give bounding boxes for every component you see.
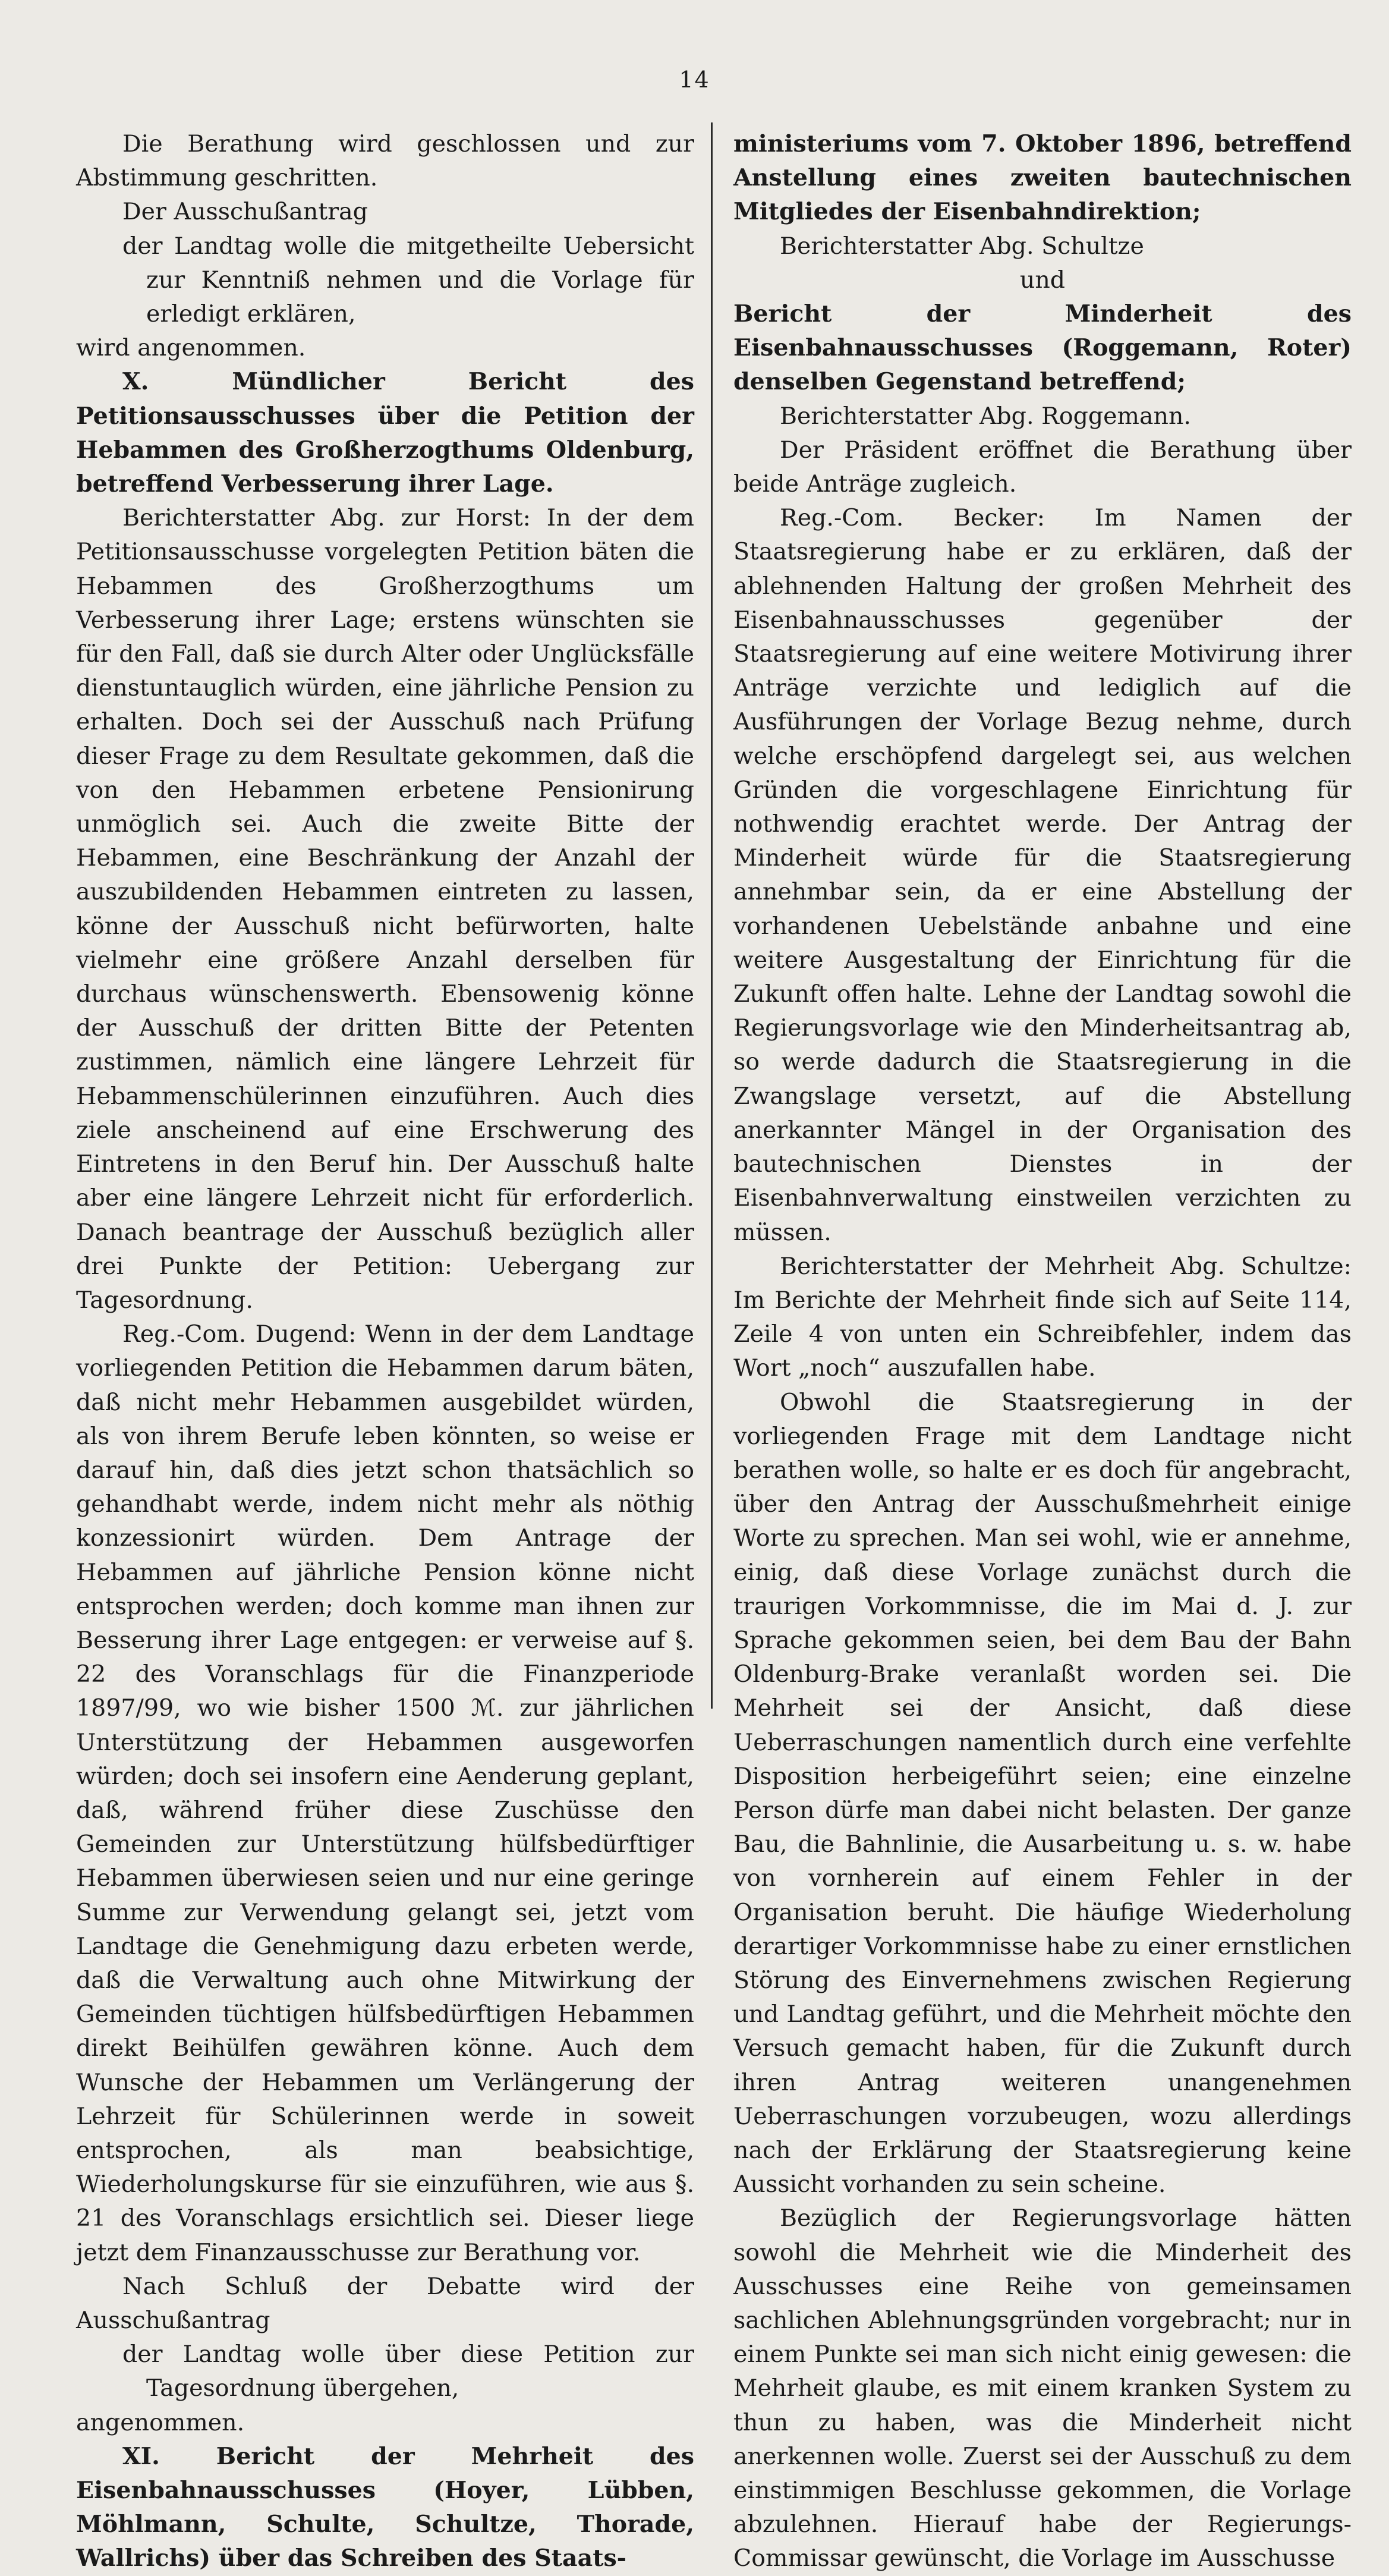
paragraph: Berichterstatter Abg. Roggemann. (780, 402, 1191, 430)
section-heading-xi: XI. Bericht der Mehrheit des Eisenbahnausschusses (Hoyer, Lübben, Möhlmann, Schulte, Schultze, Thorade, Wallrichs) über das Schreiben des Staats- (76, 2442, 694, 2572)
paragraph: Berichterstatter Abg. zur Horst: In der dem Petitionsausschusse vorgelegten Petition bäten die Hebammen des Großherzogthums um Verbesserung ihrer Lage; erstens wünschten sie für den Fall, daß sie durch Alter oder Unglücksfälle dienstuntauglich würden, eine jährliche Pension zu erhalten. Doch sei der Ausschuß nach Prüfung dieser Frage zu dem Resultate gekommen, daß die von den Hebammen erbetene Pensionirung unmöglich sei. Auch die zweite Bitte der Hebammen, eine Beschränkung der Anzahl der auszubildenden Hebammen eintreten zu lassen, könne der Ausschuß nicht befürworten, halte vielmehr eine größere Anzahl derselben für durchaus wünschenswerth. Ebensowenig könne der Ausschuß der dritten Bitte der Petenten zustimmen, nämlich eine längere Lehrzeit für Hebammenschülerinnen einzuführen. Auch dies ziele anscheinend auf eine Erschwerung des Eintretens in den Beruf hin. Der Ausschuß halte aber eine längere Lehrzeit nicht für erforderlich. Danach beantrage der Ausschuß bezüglich aller drei Punkte der Petition: Uebergang zur Tagesordnung. (76, 504, 694, 1314)
paragraph: Berichterstatter der Mehrheit Abg. Schultze: Im Berichte der Mehrheit finde sich auf Seite 114, Zeile 4 von unten ein Schreibfehler, indem das Wort „noch“ auszufallen habe. (733, 1252, 1352, 1382)
section-heading-x: X. Mündlicher Bericht des Petitionsausschusses über die Petition der Hebammen des Großherzogthums Oldenburg, betreffend Verbesserung ihrer Lage. (76, 368, 694, 498)
paragraph: Nach Schluß der Debatte wird der Ausschußantrag (76, 2272, 694, 2334)
paragraph: Reg.-Com. Dugend: Wenn in der dem Landtage vorliegenden Petition die Hebammen darum bäten, daß nicht mehr Hebammen ausgebildet würden, als von ihrem Berufe leben könnten, so weise er darauf hin, daß dies jetzt schon thatsächlich so gehandhabt werde, indem nicht mehr als nöthig konzessionirt würden. Dem Antrage der Hebammen auf jährliche Pension könne nicht entsprochen werden; doch komme man ihnen zur Besserung ihrer Lage entgegen: er verweise auf §. 22 des Voranschlags für die Finanzperiode 1897/99, wo wie bisher 1500 ℳ. zur jährlichen Unterstützung der Hebammen ausgeworfen würden; doch sei insofern eine Aenderung geplant, daß, während früher diese Zuschüsse den Gemeinden zur Unterstützung hülfsbedürftiger Hebammen überwiesen seien und nur eine geringe Summe zur Verwendung gelangt sei, jetzt vom Landtage die Genehmigung dazu erbeten werde, daß die Verwaltung auch ohne Mitwirkung der Gemeinden tüchtigen hülfsbedürftigen Hebammen direkt Beihülfen gewähren könne. Auch dem Wunsche der Hebammen um Verlängerung der Lehrzeit für Schülerinnen werde in soweit entsprochen, als man beabsichtige, Wiederholungskurse für sie einzuführen, wie aus §. 21 des Voranschlags ersichtlich sei. Dieser liege jetzt dem Finanzausschusse zur Berathung vor. (76, 1320, 694, 2266)
paragraph: angenommen. (76, 2408, 245, 2436)
section-heading-minority: Bericht der Minderheit des Eisenbahnausschusses (Roggemann, Roter) denselben Gegenstand betreffend; (733, 300, 1352, 396)
left-column (76, 127, 694, 2576)
paragraph: Berichterstatter Abg. Schultze (780, 232, 1144, 260)
page-number: 14 (679, 67, 710, 93)
paragraph: Die Berathung wird geschlossen und zur Abstimmung geschritten. (76, 130, 694, 192)
paragraph: wird angenommen. (76, 334, 306, 362)
paragraph: Reg.-Com. Becker: Im Namen der Staatsregierung habe er zu erklären, daß der ablehnenden Haltung der großen Mehrheit des Eisenbahnausschusses gegenüber der Staatsregierung auf eine weitere Motivirung ihrer Anträge verzichte und lediglich auf die Ausführungen der Vorlage Bezug nehme, durch welche erschöpfend dargelegt sei, aus welchen Gründen die vorgeschlagene Einrichtung für nothwendig erachtet werde. Der Antrag der Minderheit würde für die Staatsregierung annehmbar sein, da er eine Abstellung der vorhandenen Uebelstände anbahne und eine weitere Ausgestaltung der Einrichtung für die Zukunft offen halte. Lehne der Landtag sowohl die Regierungsvorlage wie den Minderheitsantrag ab, so werde dadurch die Staatsregierung in die Zwangslage versetzt, auf die Abstellung anerkannter Mängel in der Organisation des bautechnischen Dienstes in der Eisenbahnverwaltung einstweilen verzichten zu müssen. (733, 504, 1352, 1246)
paragraph: und (1019, 266, 1066, 294)
paragraph: Der Präsident eröffnet die Berathung über beide Anträge zugleich. (733, 436, 1352, 498)
right-column (733, 127, 1352, 2576)
section-heading-continued: ministeriums vom 7. Oktober 1896, betreffend Anstellung eines zweiten bautechnischen Mitgliedes der Eisenbahndirektion; (733, 130, 1352, 226)
motion-text: der Landtag wolle über diese Petition zur Tagesordnung übergehen, (122, 2341, 694, 2402)
motion-text: der Landtag wolle die mitgetheilte Uebersicht zur Kenntniß nehmen und die Vorlage für erledigt erklären, (122, 232, 694, 328)
column-divider (711, 122, 713, 1709)
paragraph: Obwohl die Staatsregierung in der vorliegenden Frage mit dem Landtage nicht berathen wolle, so halte er es doch für angebracht, über den Antrag der Ausschußmehrheit einige Worte zu sprechen. Man sei wohl, wie er annehme, einig, daß diese Vorlage zunächst durch die traurigen Vorkommnisse, die im Mai d. J. zur Sprache gekommen seien, bei dem Bau der Bahn Oldenburg-Brake veranlaßt worden sei. Die Mehrheit sei der Ansicht, daß diese Ueberraschungen namentlich durch eine verfehlte Disposition herbeigeführt seien; eine einzelne Person dürfe man dabei nicht belasten. Der ganze Bau, die Bahnlinie, die Ausarbeitung u. s. w. habe von vornherein auf einem Fehler in der Organisation beruht. Die häufige Wiederholung derartiger Vorkommnisse habe zu einer ernstlichen Störung des Einvernehmens zwischen Regierung und Landtag geführt, und die Mehrheit möchte den Versuch gemacht haben, für die Zukunft durch ihren Antrag weiteren unangenehmen Ueberraschungen vorzubeugen, wozu allerdings nach der Erklärung der Staatsregierung keine Aussicht vorhanden zu sein scheine. (733, 1388, 1352, 2198)
paragraph: Bezüglich der Regierungsvorlage hätten sowohl die Mehrheit wie die Minderheit des Ausschusses eine Reihe von gemeinsamen sachlichen Ablehnungsgründen vorgebracht; nur in einem Punkte sei man sich nicht einig gewesen: die Mehrheit glaube, es mit einem kranken System zu thun zu haben, was die Minderheit nicht anerkennen wolle. Zuerst sei der Ausschuß zu dem einstimmigen Beschlusse gekommen, die Vorlage abzulehnen. Hierauf habe der Regierungs-Commissar gewünscht, die Vorlage im Ausschusse (733, 2204, 1352, 2572)
paragraph: Der Ausschußantrag (122, 198, 368, 226)
